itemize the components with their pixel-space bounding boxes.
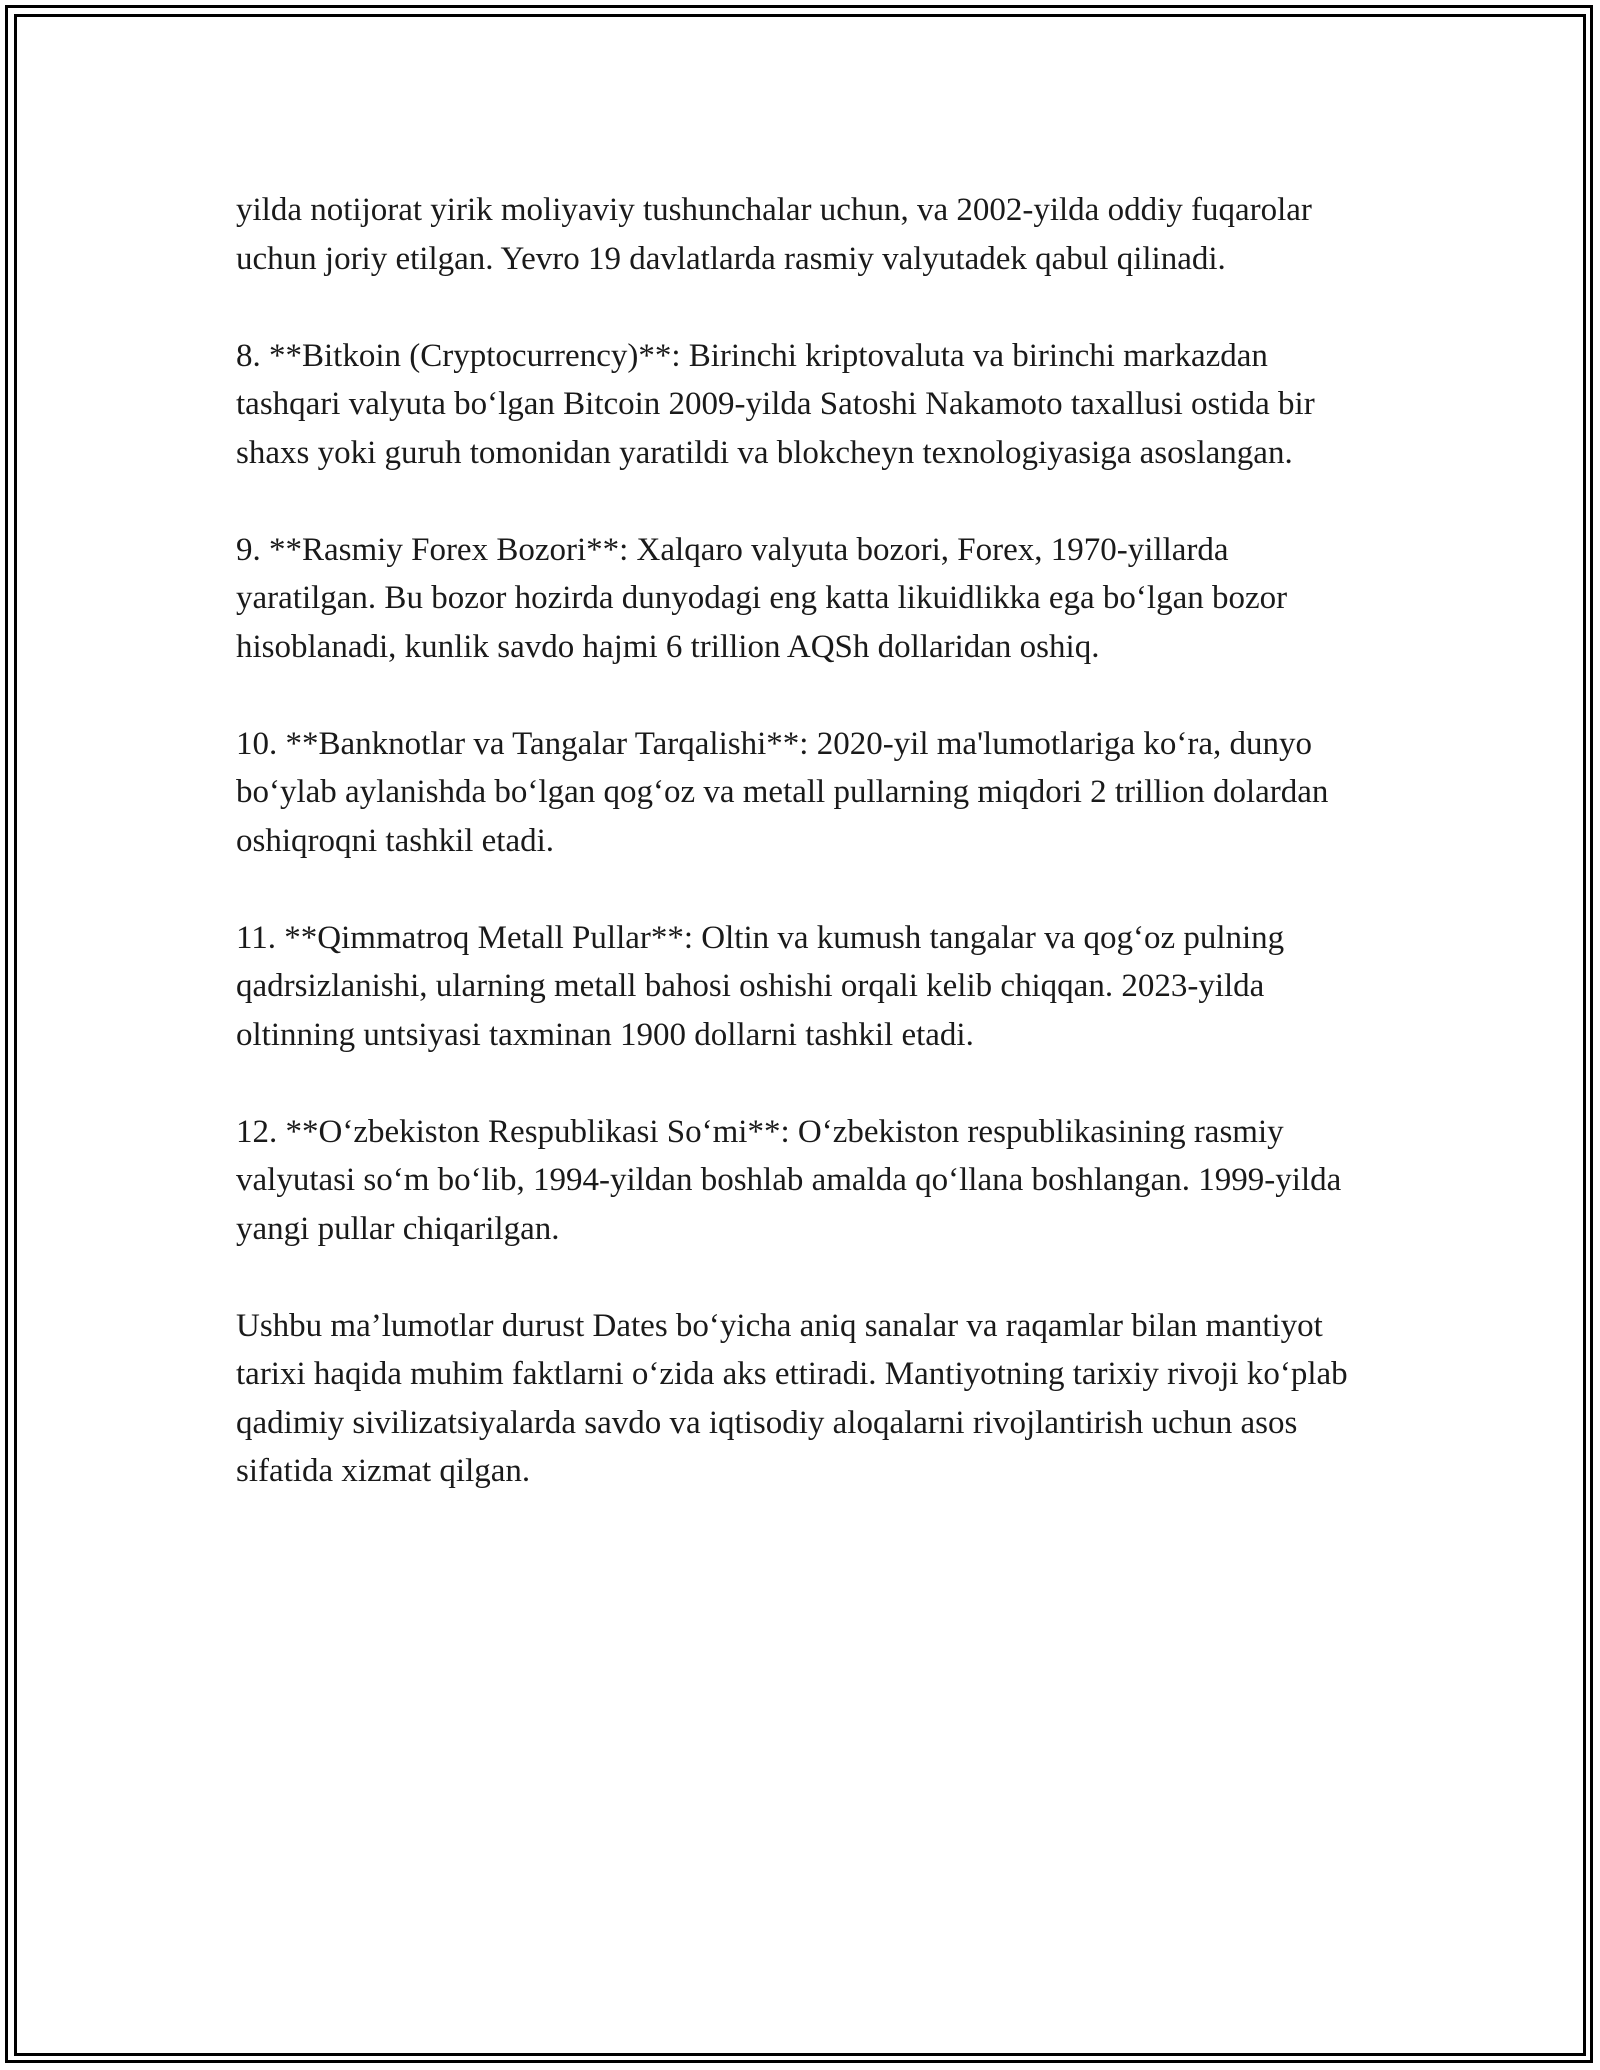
paragraph-precious-metals: 11. **Qimmatroq Metall Pullar**: Oltin va kumush tangalar va qog‘oz pulning qadrsizlanishi, ularning metall bahosi oshishi orqali kelib chiqqan. 2023-yilda oltinning untsiyasi taxminan 1900 dollarni tashkil etadi.	[236, 919, 1285, 1053]
paragraph-banknotes: 10. **Banknotlar va Tangalar Tarqalishi**: 2020-yil ma'lumotlariga ko‘ra, dunyo bo‘ylab aylanishda bo‘lgan qog‘oz va metall pullarning miqdori 2 trillion dolardan oshiqroqni tashkil etadi.	[236, 725, 1329, 859]
paragraph-euro-continuation: yilda notijorat yirik moliyaviy tushunchalar uchun, va 2002-yilda oddiy fuqarolar uchun joriy etilgan. Yevro 19 davlatlarda rasmiy valyutadek qabul qilinadi.	[236, 192, 1312, 277]
paragraph-bitcoin: 8. **Bitkoin (Cryptocurrency)**: Birinchi kriptovaluta va birinchi markazdan tashqari valyuta bo‘lgan Bitcoin 2009-yilda Satoshi Nakamoto taxallusi ostida bir shaxs yoki guruh tomonidan yaratildi va blokcheyn texnologiyasiga asoslangan.	[236, 337, 1315, 471]
paragraph-conclusion: Ushbu ma’lumotlar durust Dates bo‘yicha aniq sanalar va raqamlar bilan mantiyot tarixi haqida muhim faktlarni o‘zida aks ettiradi. Mantiyotning tarixiy rivoji ko‘plab qadimiy sivilizatsiyalarda savdo va iqtisodiy aloqalarni rivojlantirish uchun asos sifatida xizmat qilgan.	[236, 1307, 1348, 1489]
document-body	[236, 186, 1376, 1544]
paragraph-forex: 9. **Rasmiy Forex Bozori**: Xalqaro valyuta bozori, Forex, 1970-yillarda yaratilgan. Bu bozor hozirda dunyodagi eng katta likuidlikka ega bo‘lgan bozor hisoblanadi, kunlik savdo hajmi 6 trillion AQSh dollaridan oshiq.	[236, 531, 1288, 665]
paragraph-uzbek-som: 12. **O‘zbekiston Respublikasi So‘mi**: O‘zbekiston respublikasining rasmiy valyutasi so‘m bo‘lib, 1994-yildan boshlab amalda qo‘llana boshlangan. 1999-yilda yangi pullar chiqarilgan.	[236, 1113, 1342, 1247]
